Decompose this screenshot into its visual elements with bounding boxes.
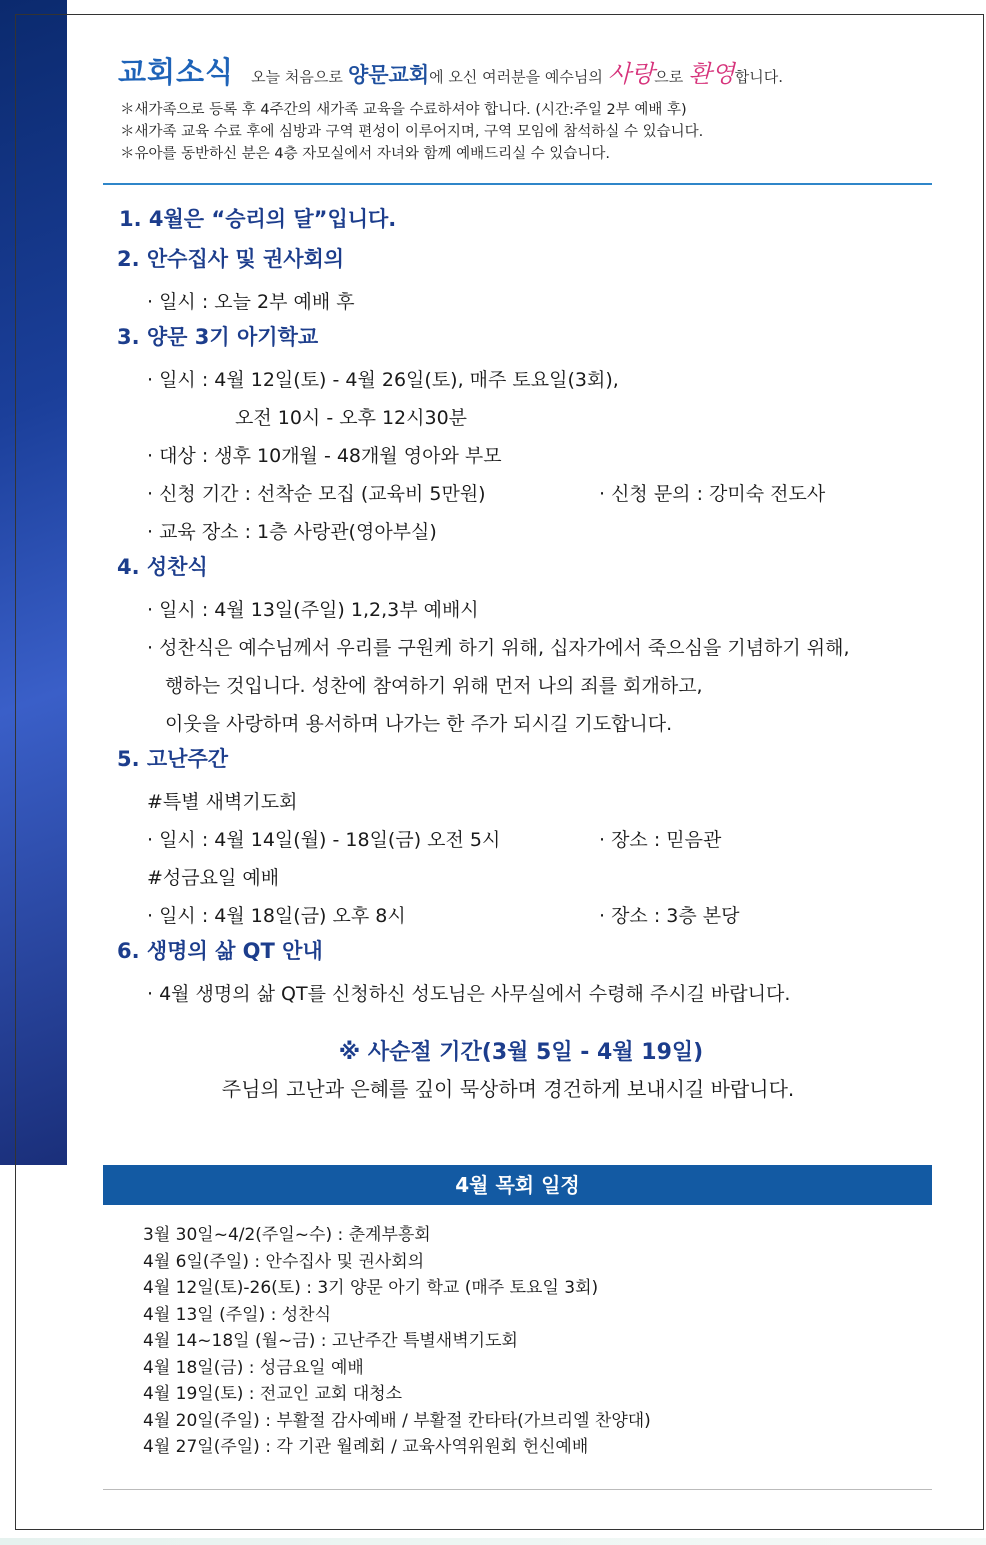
welcome-pre: 오늘 처음으로: [251, 68, 343, 86]
s3-application-contact: · 신청 문의 : 강미숙 전도사: [599, 483, 826, 505]
lent-notice: [0, 1035, 986, 1107]
section-title-4: 4. 성찬식: [117, 555, 208, 579]
schedule-item: 4월 6일(주일) : 안수집사 및 권사회의: [143, 1251, 425, 1272]
schedule-header: 4월 목회 일정: [103, 1165, 932, 1205]
s5-dawn-place: · 장소 : 믿음관: [599, 829, 722, 851]
schedule-list: [143, 1222, 651, 1461]
schedule-item: 3월 30일~4/2(주일~수) : 춘계부흥회: [143, 1225, 431, 1245]
announcements: [117, 203, 947, 1013]
s3-line: 오전 10시 - 오후 12시30분: [235, 407, 468, 429]
page-title: 교회소식: [118, 55, 235, 89]
welcome-word: 환영: [688, 60, 735, 88]
bottom-strip: [0, 1538, 986, 1545]
s3-line: · 일시 : 4월 12일(토) - 4월 26일(토), 매주 토요일(3회),: [147, 369, 619, 391]
s5-line: [117, 821, 947, 859]
s5-subtitle: #특별 새벽기도회: [147, 791, 298, 813]
s3-line: · 대상 : 생후 10개월 - 48개월 영아와 부모: [147, 445, 502, 467]
schedule-item: 4월 19일(토) : 전교인 교회 대청소: [143, 1384, 403, 1404]
schedule-item: 4월 27일(주일) : 각 기관 월례회 / 교육사역위원회 헌신예배: [143, 1437, 589, 1457]
s4-line: · 일시 : 4월 13일(주일) 1,2,3부 예배시: [147, 599, 479, 621]
s3-line-application: [117, 475, 947, 513]
schedule-item: 4월 13일 (주일) : 성찬식: [143, 1304, 332, 1325]
schedule-item: 4월 18일(금) : 성금요일 예배: [143, 1357, 364, 1378]
header: [118, 50, 783, 91]
s3-application-period: · 신청 기간 : 선착순 모집 (교육비 5만원): [147, 483, 486, 505]
section-title-3: 3. 양문 3기 아기학교: [117, 325, 319, 349]
welcome-end: 합니다.: [734, 68, 783, 86]
s4-line: · 성찬식은 예수님께서 우리를 구원케 하기 위해, 십자가에서 죽으심을 기념하기 위해,: [147, 637, 850, 659]
newcomer-notes: [120, 99, 703, 165]
divider-top: [103, 183, 932, 185]
welcome-mid: 에 오신 여러분을 예수님의: [429, 68, 603, 86]
section-title-1: 1. 4월은 “승리의 달”입니다.: [119, 207, 397, 231]
lent-notice-text: 주님의 고난과 은혜를 깊이 묵상하며 경건하게 보내시길 바랍니다.: [221, 1077, 795, 1101]
s4-line: 행하는 것입니다. 성찬에 참여하기 위해 먼저 나의 죄를 회개하고,: [165, 675, 703, 697]
section-title-6: 6. 생명의 삶 QT 안내: [117, 939, 323, 963]
divider-bottom: [103, 1489, 932, 1490]
s6-line: · 4월 생명의 삶 QT를 신청하신 성도님은 사무실에서 수령해 주시길 바랍니다.: [147, 983, 791, 1005]
s5-dawn-time: · 일시 : 4월 14일(월) - 18일(금) 오전 5시: [147, 829, 501, 851]
section-title-5: 5. 고난주간: [117, 747, 229, 771]
lent-notice-title: ※ 사순절 기간(3월 5일 - 4월 19일): [338, 1040, 704, 1065]
s5-line: [117, 897, 947, 935]
church-name: 양문교회: [347, 63, 430, 87]
s2-line: · 일시 : 오늘 2부 예배 후: [147, 291, 355, 313]
schedule-item: 4월 20일(주일) : 부활절 감사예배 / 부활절 칸타타(가브리엘 찬양대): [143, 1410, 651, 1431]
note-item: ＊새가족 교육 수료 후에 심방과 구역 편성이 이루어지며, 구역 모임에 참석하실 수 있습니다.: [120, 124, 704, 140]
s4-line: 이웃을 사랑하며 용서하며 나가는 한 주가 되시길 기도합니다.: [165, 713, 673, 735]
s3-line: · 교육 장소 : 1층 사랑관(영아부실): [147, 521, 437, 543]
welcome-mid2: 으로: [654, 68, 684, 86]
note-item: ＊새가족으로 등록 후 4주간의 새가족 교육을 수료하셔야 합니다. (시간:주일 2부 예배 후): [120, 102, 687, 118]
schedule-item: 4월 14~18일 (월~금) : 고난주간 특별새벽기도회: [143, 1331, 518, 1351]
love-word: 사랑: [607, 60, 655, 88]
s5-friday-time: · 일시 : 4월 18일(금) 오후 8시: [147, 905, 406, 927]
schedule-item: 4월 12일(토)-26(토) : 3기 양문 아기 학교 (매주 토요일 3회): [143, 1278, 599, 1298]
s5-friday-place: · 장소 : 3층 본당: [599, 905, 740, 927]
note-item: ＊유아를 동반하신 분은 4층 자모실에서 자녀와 함께 예배드리실 수 있습니다.: [120, 146, 611, 162]
s5-subtitle: #성금요일 예배: [147, 867, 280, 889]
section-title-2: 2. 안수집사 및 권사회의: [117, 247, 345, 271]
